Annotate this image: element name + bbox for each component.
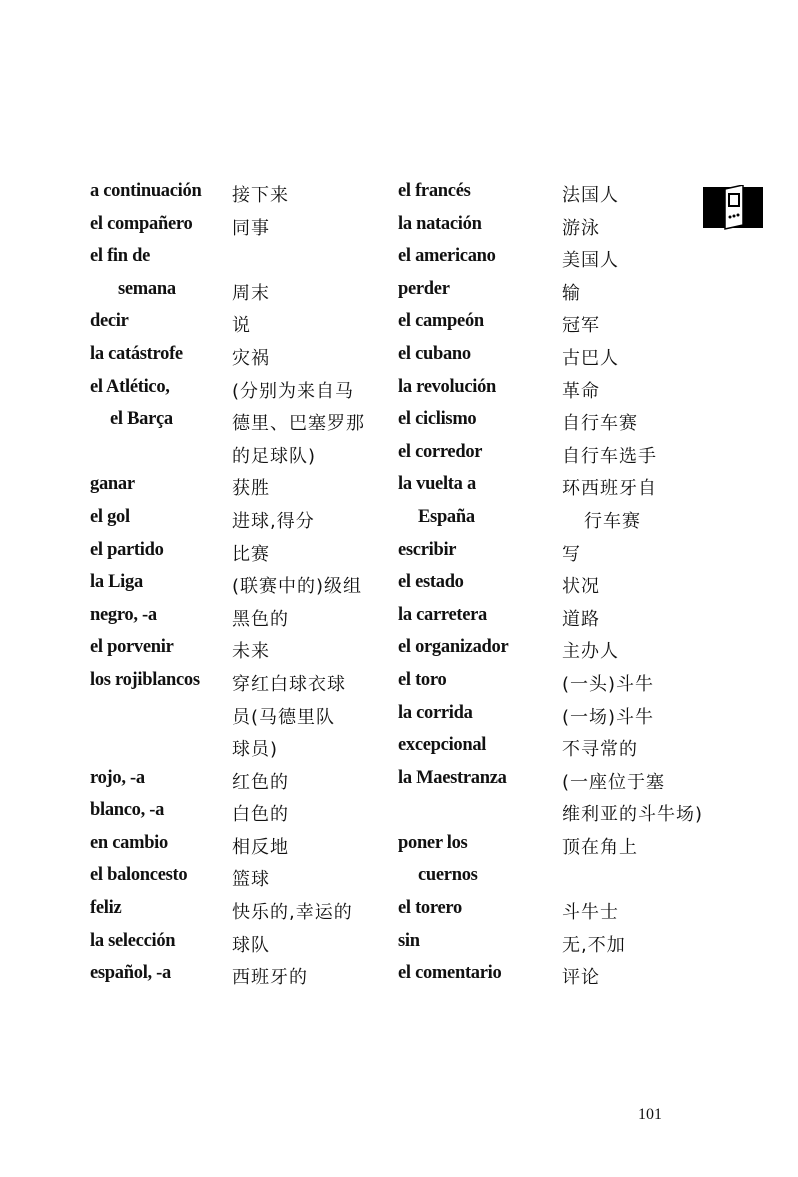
spanish-term: el torero [398, 898, 462, 919]
chinese-translation: 灾祸 [232, 347, 270, 369]
chinese-translation: 输 [562, 282, 581, 304]
chinese-translation: 接下来 [232, 185, 289, 206]
spanish-term: el campeón [398, 311, 484, 332]
spanish-term: el corredor [398, 441, 483, 462]
chinese-translation: (一头)斗牛 [562, 673, 655, 695]
spanish-term: el toro [398, 669, 447, 690]
spanish-term: el fin de [90, 246, 150, 267]
chinese-translation: 自行车赛 [562, 413, 638, 435]
spanish-term: el partido [90, 539, 164, 560]
spanish-term: el comentario [398, 963, 502, 984]
chinese-translation: 写 [562, 543, 581, 565]
chinese-translation: (一座位于塞 [562, 771, 666, 793]
spanish-term: blanco, -a [90, 800, 165, 821]
chinese-translation: 周末 [232, 282, 270, 304]
spanish-term: el compañero [90, 213, 193, 234]
chinese-translation: 美国人 [562, 250, 619, 272]
chinese-translation: 冠军 [562, 315, 600, 337]
spanish-term: a continuación [90, 181, 202, 201]
spanish-term: sin [398, 930, 420, 951]
spanish-term: el porvenir [90, 637, 174, 658]
chinese-translation: 斗牛士 [562, 902, 619, 924]
spanish-term: ganar [90, 474, 135, 495]
chinese-translation: 球队 [232, 934, 270, 956]
spanish-term: en cambio [90, 832, 168, 853]
chinese-translation: 行车赛 [584, 510, 641, 532]
chinese-translation: 球员) [232, 739, 279, 761]
spanish-term: escribir [398, 539, 457, 560]
spanish-term: semana [118, 278, 176, 299]
spanish-term: perder [398, 278, 450, 299]
spanish-term: los rojiblancos [90, 669, 200, 690]
page-number: 101 [638, 1106, 662, 1123]
spanish-term: el baloncesto [90, 865, 188, 886]
spanish-term: poner los [398, 832, 468, 853]
spanish-term: feliz [90, 898, 122, 919]
chinese-translation: (联赛中的)级组 [232, 576, 363, 598]
spanish-term: la revolución [398, 376, 497, 397]
spanish-term: excepcional [398, 735, 487, 756]
chinese-translation: 同事 [232, 217, 270, 239]
chinese-translation: 环西班牙自 [562, 478, 657, 500]
chinese-translation: 穿红白球衣球 [232, 673, 346, 695]
spanish-term: el ciclismo [398, 409, 477, 430]
spanish-term: español, -a [90, 963, 171, 984]
spanish-term: negro, -a [90, 604, 157, 625]
spanish-term: el organizador [398, 637, 509, 658]
chinese-translation: 主办人 [562, 641, 619, 663]
chinese-translation: 获胜 [232, 478, 270, 500]
spanish-term: la corrida [398, 702, 473, 723]
chinese-translation: 德里、巴塞罗那 [232, 413, 365, 435]
spanish-term: la Liga [90, 572, 143, 593]
chinese-translation: 未来 [232, 641, 270, 663]
spanish-term: el cubano [398, 343, 471, 364]
chinese-translation: (分别为来自马 [232, 380, 355, 402]
spanish-term: la Maestranza [398, 767, 507, 788]
chinese-translation: 无,不加 [562, 934, 626, 956]
chinese-translation: 法国人 [562, 185, 619, 206]
chinese-translation: 员(马德里队 [232, 706, 336, 728]
chinese-translation: 古巴人 [562, 347, 619, 369]
chinese-translation: 维利亚的斗牛场) [562, 804, 704, 826]
spanish-term: España [418, 506, 475, 527]
chinese-translation: 西班牙的 [232, 967, 308, 989]
chinese-translation: 道路 [562, 608, 600, 630]
spanish-term: el americano [398, 246, 496, 267]
spanish-term: la natación [398, 213, 482, 234]
chinese-translation: 说 [232, 315, 251, 337]
spanish-term: el francés [398, 181, 471, 201]
chinese-translation: 不寻常的 [562, 739, 638, 761]
chinese-translation: 黑色的 [232, 608, 289, 630]
chinese-translation: 游泳 [562, 217, 600, 239]
spanish-term: el gol [90, 506, 130, 527]
chinese-translation: 红色的 [232, 771, 289, 793]
spanish-term: rojo, -a [90, 767, 145, 788]
chinese-translation: 的足球队) [232, 445, 317, 467]
chinese-translation: 白色的 [232, 804, 289, 826]
spanish-term: la selección [90, 930, 176, 951]
spanish-term: la vuelta a [398, 474, 476, 495]
chinese-translation: 相反地 [232, 836, 289, 858]
chinese-translation: 篮球 [232, 869, 270, 891]
spanish-term: la catástrofe [90, 343, 183, 364]
spanish-term: decir [90, 311, 129, 332]
vocabulary-book-icon [703, 185, 763, 230]
chinese-translation: 状况 [562, 576, 600, 598]
chinese-translation: 快乐的,幸运的 [232, 902, 353, 924]
chinese-translation: 进球,得分 [232, 510, 315, 532]
chinese-translation: 自行车选手 [562, 445, 657, 467]
spanish-term: cuernos [418, 865, 478, 886]
chinese-translation: (一场)斗牛 [562, 706, 655, 728]
spanish-term: el Atlético, [90, 376, 170, 397]
chinese-translation: 评论 [562, 967, 600, 989]
spanish-term: el Barça [110, 409, 173, 430]
spanish-term: el estado [398, 572, 464, 593]
chinese-translation: 革命 [562, 380, 600, 402]
spanish-term: la carretera [398, 604, 488, 625]
chinese-translation: 比赛 [232, 543, 270, 565]
chinese-translation: 顶在角上 [562, 836, 638, 858]
